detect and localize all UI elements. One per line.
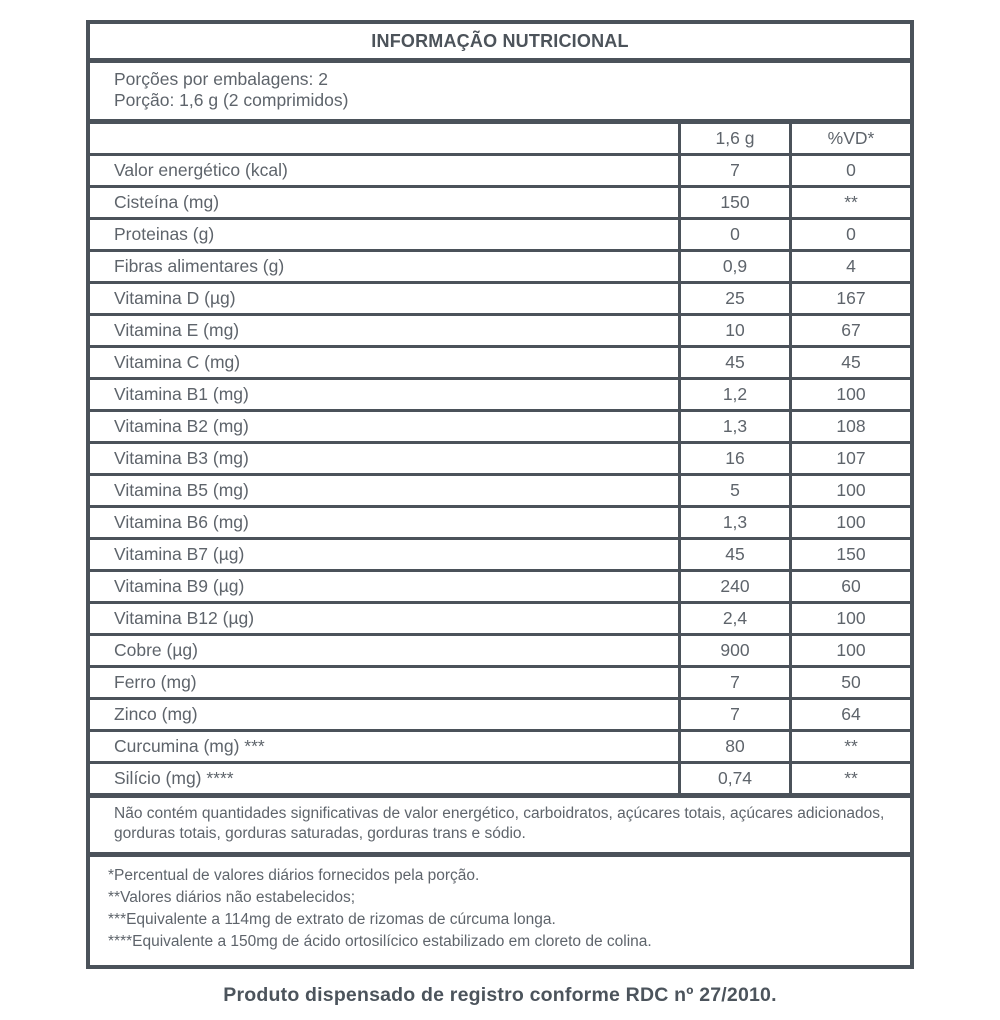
- table-row: [90, 636, 910, 665]
- nutrient-vd: 0: [792, 156, 910, 185]
- nutrient-label: Vitamina B1 (mg): [90, 380, 678, 409]
- nutrition-facts-table: [86, 20, 914, 969]
- table-header-row: [90, 124, 910, 153]
- nutrient-label: Vitamina E (mg): [90, 316, 678, 345]
- table-row: [90, 380, 910, 409]
- table-row: [90, 668, 910, 697]
- nutrient-amount: 10: [681, 316, 789, 345]
- table-row: [90, 572, 910, 601]
- nutrient-amount: 0,74: [681, 764, 789, 793]
- nutrient-label: Vitamina B7 (µg): [90, 540, 678, 569]
- nutrient-vd: 100: [792, 604, 910, 633]
- nutrient-amount: 0: [681, 220, 789, 249]
- table-row: [90, 508, 910, 537]
- table-row: [90, 732, 910, 761]
- nutrient-vd: 108: [792, 412, 910, 441]
- nutrient-amount: 7: [681, 700, 789, 729]
- nutrient-amount: 45: [681, 540, 789, 569]
- nutrient-amount: 0,9: [681, 252, 789, 281]
- nutrient-amount: 2,4: [681, 604, 789, 633]
- regulatory-caption: Produto dispensado de registro conforme RDC nº 27/2010.: [223, 984, 777, 1006]
- no-significant-amounts-note: Não contém quantidades significativas de valor energético, carboidratos, açúcares totais, açúcares adicionados, gorduras totais, gorduras saturadas, gorduras trans e sódio.: [90, 798, 910, 852]
- nutrient-vd: **: [792, 764, 910, 793]
- footnote-line: *Percentual de valores diários fornecidos pela porção.: [108, 867, 480, 884]
- nutrient-label: Curcumina (mg) ***: [90, 732, 678, 761]
- nutrient-rows: [90, 124, 910, 793]
- nutrient-label: Vitamina B3 (mg): [90, 444, 678, 473]
- table-row: [90, 412, 910, 441]
- table-row: [90, 348, 910, 377]
- nutrient-label: Fibras alimentares (g): [90, 252, 678, 281]
- nutrient-vd: **: [792, 732, 910, 761]
- table-title: INFORMAÇÃO NUTRICIONAL: [90, 24, 910, 58]
- nutrient-vd: **: [792, 188, 910, 217]
- serving-size: Porção: 1,6 g (2 comprimidos): [114, 90, 349, 110]
- nutrient-label: Cobre (µg): [90, 636, 678, 665]
- nutrient-vd: 100: [792, 636, 910, 665]
- footnote-line: ****Equivalente a 150mg de ácido ortosilícico estabilizado em cloreto de colina.: [108, 933, 652, 950]
- nutrient-amount: 7: [681, 156, 789, 185]
- table-row: [90, 444, 910, 473]
- nutrient-label: Proteinas (g): [90, 220, 678, 249]
- nutrient-amount: 900: [681, 636, 789, 665]
- nutrient-amount: 7: [681, 668, 789, 697]
- nutrient-amount: 1,2: [681, 380, 789, 409]
- nutrient-vd: 150: [792, 540, 910, 569]
- nutrient-label: Zinco (mg): [90, 700, 678, 729]
- nutrient-vd: 167: [792, 284, 910, 313]
- footnote-line: ***Equivalente a 114mg de extrato de rizomas de cúrcuma longa.: [108, 911, 556, 928]
- nutrient-label: Vitamina D (µg): [90, 284, 678, 313]
- nutrient-label: Vitamina B6 (mg): [90, 508, 678, 537]
- nutrient-label: Valor energético (kcal): [90, 156, 678, 185]
- table-row: [90, 284, 910, 313]
- nutrient-amount: 16: [681, 444, 789, 473]
- nutrient-amount: 150: [681, 188, 789, 217]
- servings-per-package: Porções por embalagens: 2: [114, 69, 329, 89]
- nutrient-label: Vitamina C (mg): [90, 348, 678, 377]
- nutrient-label: Cisteína (mg): [90, 188, 678, 217]
- nutrient-amount: 25: [681, 284, 789, 313]
- nutrient-amount: 5: [681, 476, 789, 505]
- footnotes-block: [90, 857, 910, 965]
- footnote-line: **Valores diários não estabelecidos;: [108, 889, 356, 906]
- nutrient-vd: 100: [792, 380, 910, 409]
- serving-info: [90, 63, 910, 119]
- nutrient-vd: 67: [792, 316, 910, 345]
- nutrient-label: Vitamina B12 (µg): [90, 604, 678, 633]
- nutrient-vd: 0: [792, 220, 910, 249]
- nutrient-vd: 60: [792, 572, 910, 601]
- nutrient-vd: 45: [792, 348, 910, 377]
- table-row: [90, 316, 910, 345]
- table-row: [90, 604, 910, 633]
- nutrient-label: Ferro (mg): [90, 668, 678, 697]
- nutrient-amount: 240: [681, 572, 789, 601]
- nutrient-vd: 50: [792, 668, 910, 697]
- nutrient-vd: 100: [792, 476, 910, 505]
- table-row: [90, 700, 910, 729]
- nutrient-amount: 1,3: [681, 508, 789, 537]
- table-row: [90, 188, 910, 217]
- header-vd-cell: %VD*: [792, 124, 910, 153]
- table-row: [90, 220, 910, 249]
- table-row: [90, 156, 910, 185]
- nutrient-label: Vitamina B5 (mg): [90, 476, 678, 505]
- table-row: [90, 540, 910, 569]
- header-empty-cell: [90, 124, 678, 153]
- header-amount-cell: 1,6 g: [681, 124, 789, 153]
- nutrient-amount: 45: [681, 348, 789, 377]
- table-row: [90, 252, 910, 281]
- nutrient-vd: 100: [792, 508, 910, 537]
- nutrient-vd: 64: [792, 700, 910, 729]
- nutrient-amount: 1,3: [681, 412, 789, 441]
- nutrient-amount: 80: [681, 732, 789, 761]
- nutrient-vd: 4: [792, 252, 910, 281]
- table-row: [90, 476, 910, 505]
- nutrient-label: Vitamina B9 (µg): [90, 572, 678, 601]
- nutrient-vd: 107: [792, 444, 910, 473]
- nutrient-label: Silício (mg) ****: [90, 764, 678, 793]
- table-row: [90, 764, 910, 793]
- nutrient-label: Vitamina B2 (mg): [90, 412, 678, 441]
